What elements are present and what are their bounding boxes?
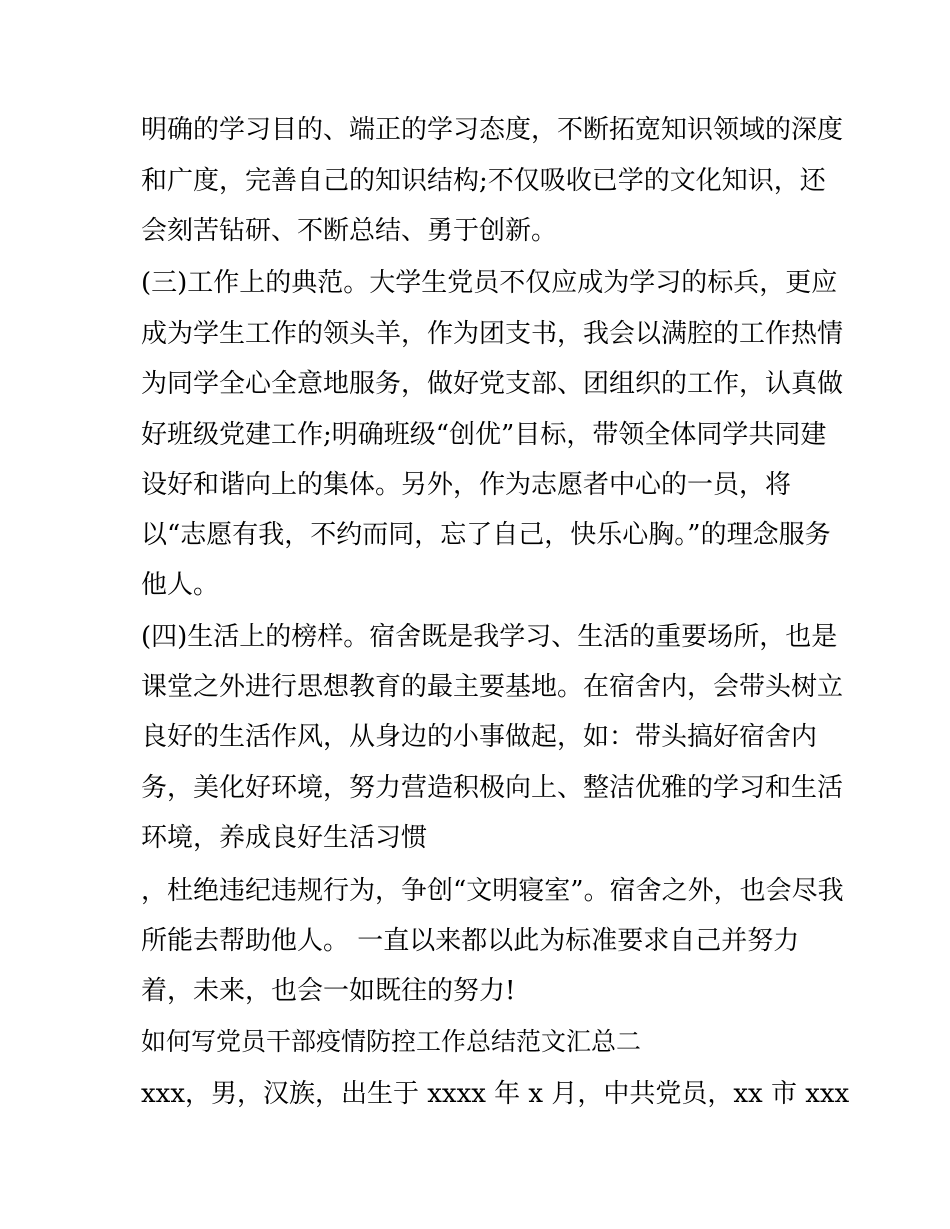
body-text-line: 着，未来，也会一如既往的努力! xyxy=(141,976,516,1006)
body-text-line: 所能去帮助他人。 一直以来都以此为标准要求自己并努力 xyxy=(141,926,800,956)
body-text-line: ，杜绝违纪违规行为，争创“文明寝室”。宿舍之外，也会尽我 xyxy=(141,876,844,906)
body-text-line: 他人。 xyxy=(141,570,220,600)
body-text-line: 和广度，完善自己的知识结构;不仅吸收已学的文化知识，还 xyxy=(141,166,826,196)
body-text-line: 明确的学习目的、端正的学习态度，不断拓宽知识领域的深度 xyxy=(141,115,844,145)
body-text-line: xxx，男，汉族，出生于 xxxx 年 x 月，中共党员，xx 市 xxx xyxy=(141,1079,850,1109)
body-text-line: 为同学全心全意地服务，做好党支部、团组织的工作，认真做 xyxy=(141,369,844,399)
section-three-first-line: (三)工作上的典范。大学生党员不仅应成为学习的标兵，更应 xyxy=(141,268,838,298)
article-heading: 如何写党员干部疫情防控工作总结范文汇总二 xyxy=(141,1027,642,1056)
body-text-line: 环境，养成良好生活习惯 xyxy=(141,823,428,853)
body-text-line: 良好的生活作风，从身边的小事做起，如：带头搞好宿舍内 xyxy=(141,722,818,752)
body-text-line: 好班级党建工作;明确班级“创优”目标，带领全体同学共同建 xyxy=(141,420,827,450)
section-four-first-line: (四)生活上的榜样。宿舍既是我学习、生活的重要场所，也是 xyxy=(141,622,838,652)
body-text-line: 成为学生工作的领头羊，作为团支书，我会以满腔的工作热情 xyxy=(141,319,844,349)
body-text-line: 会刻苦钻研、不断总结、勇于创新。 xyxy=(141,216,558,246)
body-text-line: 设好和谐向上的集体。另外，作为志愿者中心的一员，将 xyxy=(141,470,792,500)
body-text-line: 课堂之外进行思想教育的最主要基地。在宿舍内，会带头树立 xyxy=(141,672,844,702)
body-text-line: 务，美化好环境，努力营造积极向上、整洁优雅的学习和生活 xyxy=(141,773,844,803)
body-text-line: 以“志愿有我，不约而同，忘了自己，快乐心胸。”的理念服务 xyxy=(141,520,831,550)
